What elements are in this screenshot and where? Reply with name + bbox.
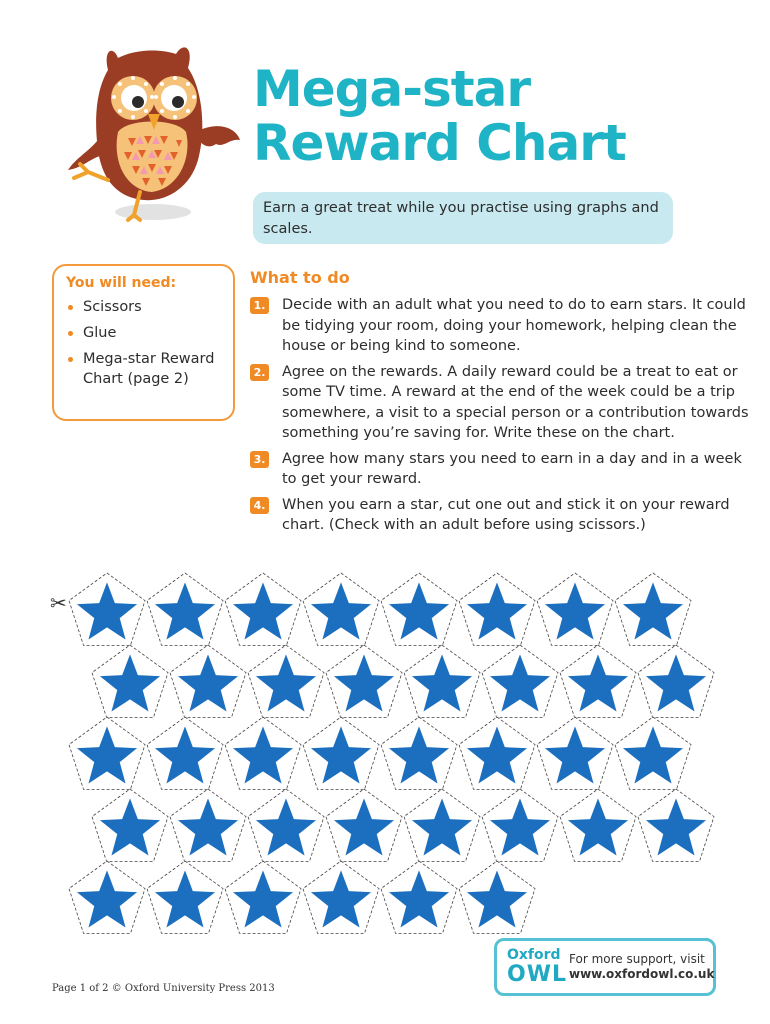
star-shape [645,653,708,713]
cut-out-star [225,573,301,645]
step-number-badge: 1. [250,297,269,314]
star-shape [154,869,217,929]
step-text: Agree on the rewards. A daily reward could be a treat to eat or some TV time. A reward at the end of the week could be a trip somewhere, a visit to a special person or a contribution towards something you’re saving for. Write these on the chart. [282,363,749,441]
cut-out-star [638,789,714,861]
cut-out-star [326,789,402,861]
oxford-owl-logo [507,947,567,987]
cut-out-star [170,789,246,861]
list-item: Mega-star Reward Chart (page 2) [66,349,221,389]
cut-out-star [92,789,168,861]
star-shape [567,653,630,713]
star-shape [154,725,217,785]
what-to-do-title: What to do [250,268,350,287]
step-text: Decide with an adult what you need to do to earn stars. It could be tidying your room, doing your homework, helping clean the house or being kind to someone. [282,297,746,354]
cut-out-star [381,861,457,933]
star-shape [310,581,373,641]
star-shape [333,653,396,713]
star-shape [622,725,685,785]
star-shape [177,653,240,713]
intro-banner: Earn a great treat while you practise using graphs and scales. [253,192,673,244]
cut-out-star [381,573,457,645]
cut-out-star [537,573,613,645]
star-shape [567,797,630,857]
cut-out-star [482,789,558,861]
you-will-need-box [52,264,235,421]
title-line-1: Mega-star [253,60,531,118]
step-number-badge: 4. [250,497,269,514]
star-shape [466,581,529,641]
star-shape [388,581,451,641]
star-shape [388,869,451,929]
cut-out-star [248,645,324,717]
cut-out-stars-sheet [0,560,770,955]
star-shape [489,797,552,857]
star-shape [645,797,708,857]
scissors-icon: ✂ [50,591,67,615]
star-shape [544,725,607,785]
star-shape [232,725,295,785]
cut-out-star [69,717,145,789]
cut-out-star [147,717,223,789]
steps-list [250,295,750,541]
oxford-owl-banner [494,938,716,996]
page-title [253,62,733,170]
star-shape [411,653,474,713]
star-shape [310,869,373,929]
star-shape [411,797,474,857]
cut-out-star [638,645,714,717]
materials-list [66,297,221,389]
star-shape [388,725,451,785]
step-text: When you earn a star, cut one out and stick it on your reward chart. (Check with an adult before using scissors.) [282,496,730,533]
cut-out-star [225,717,301,789]
cut-out-star [69,861,145,933]
cut-out-star [303,717,379,789]
logo-oxford-text: Oxford [507,947,561,963]
step-item [250,495,750,536]
cut-out-star [170,645,246,717]
cut-out-star [560,789,636,861]
step-text: Agree how many stars you need to earn in a day and in a week to get your reward. [282,450,742,487]
star-shape [177,797,240,857]
page-footer: Page 1 of 2 © Oxford University Press 2013 [52,983,275,994]
owl-illustration [48,40,243,230]
star-shape [544,581,607,641]
cut-out-star [92,645,168,717]
cut-out-star [225,861,301,933]
list-item: Scissors [66,297,221,317]
star-shape [255,797,318,857]
cut-out-star [615,573,691,645]
step-item [250,362,750,444]
step-number-badge: 3. [250,451,269,468]
star-shape [76,869,139,929]
star-shape [232,581,295,641]
step-item [250,449,750,490]
star-shape [76,725,139,785]
star-shape [99,797,162,857]
cut-out-star [381,717,457,789]
star-shape [99,653,162,713]
cut-out-star [404,645,480,717]
cut-out-star [248,789,324,861]
title-line-2: Reward Chart [253,114,626,172]
star-shape [466,869,529,929]
star-shape [466,725,529,785]
support-text-block [569,952,714,982]
cut-out-star [459,573,535,645]
star-shape [333,797,396,857]
star-shape [76,581,139,641]
cut-out-star [560,645,636,717]
cut-out-star [303,573,379,645]
star-shape [255,653,318,713]
star-shape [154,581,217,641]
you-will-need-title: You will need: [66,275,177,291]
cut-out-star [615,717,691,789]
star-shape [310,725,373,785]
cut-out-star [482,645,558,717]
cut-out-star [147,861,223,933]
cut-out-star [404,789,480,861]
step-number-badge: 2. [250,364,269,381]
cut-out-star [147,573,223,645]
cut-out-star [69,573,145,645]
support-text: For more support, visit [569,952,705,966]
cut-out-star [537,717,613,789]
star-shape [622,581,685,641]
support-url-link[interactable]: www.oxfordowl.co.uk [569,967,715,981]
cut-out-star [303,861,379,933]
step-item [250,295,750,357]
star-shape [232,869,295,929]
list-item: Glue [66,323,221,343]
cut-out-star [459,861,535,933]
star-shape [489,653,552,713]
logo-owl-text: OWL [507,962,567,987]
cut-out-star [326,645,402,717]
cut-out-star [459,717,535,789]
